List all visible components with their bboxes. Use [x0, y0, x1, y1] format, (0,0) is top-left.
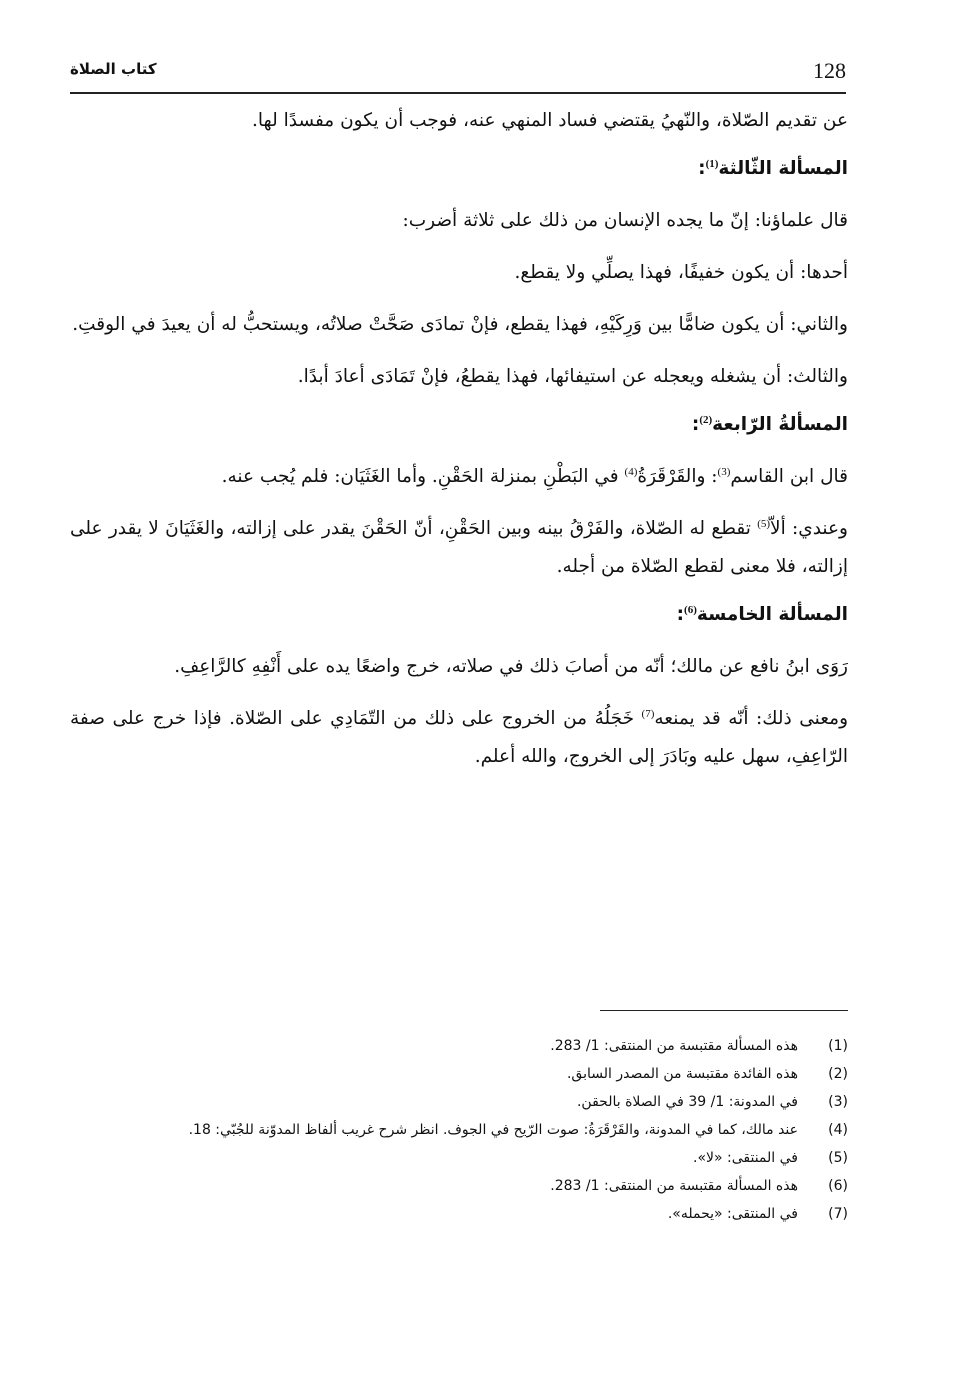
paragraph-5: والثالث: أن يشغله ويعجله عن استيفائها، فهذا يقطعُ، فإنْ تَمَادَى أعادَ أبدًا. [297, 366, 848, 387]
footnote-text: في المدونة: 1/ 39 في الصلاة بالحقن. [576, 1094, 798, 1110]
footnotes-list [70, 1032, 848, 1228]
running-header [70, 50, 846, 94]
footnote-divider [600, 1010, 848, 1011]
heading-colon: : [676, 604, 685, 625]
footnote-number: (7) [828, 1206, 848, 1222]
footnote-text: في المنتقى: «لا». [693, 1150, 798, 1166]
footnote-text: عند مالك، كما في المدونة، والقَرْقَرَةُ: صوت الرّيح في الجوف. انظر شرح غريب ألفاظ المدوّنة للجُبّي: 18. [188, 1122, 798, 1138]
footnote-text: هذه المسألة مقتبسة من المنتقى: 1/ 283. [550, 1038, 798, 1054]
text-run: ومعنى ذلك: أنّه قد يمنعه [654, 708, 848, 729]
text-run: وعندي: ألاّ [770, 518, 848, 539]
paragraph-4: والثاني: أن يكون ضامًّا بين وَرِكَيْهِ، فهذا يقطع، فإنْ تمادَى صَحَّتْ صلاتُه، ويستحبُّ له أن يعيدَ في الوقتِ. [72, 314, 848, 335]
heading-text: المسألة الثّالثة [718, 158, 848, 179]
paragraph-8: رَوَى ابنُ نافع عن مالك؛ أنّه من أصابَ ذلك في صلاته، خرج واضعًا يده على أَنْفِهِ كالرَّاعِفِ. [174, 656, 848, 677]
paragraph-2: قال علماؤنا: إنّ ما يجده الإنسان من ذلك على ثلاثة أضرب: [402, 210, 848, 231]
footnote-item [70, 1144, 848, 1172]
footnote-ref[interactable]: (1) [705, 157, 719, 170]
heading-text: المسألة الخامسة [696, 604, 848, 625]
footnote-number: (1) [828, 1038, 848, 1054]
footnote-ref[interactable]: (6) [684, 603, 697, 616]
footnote-item [70, 1032, 848, 1060]
footnote-item [70, 1172, 848, 1200]
text-run: تقطع له الصّلاة، والفَرْقُ بينه وبين الحَقْنِ، أنّ الحَقْنَ يقدر على إزالته، والغَثَيَانَ لا يقدر على إزالته، فلا معنى لقطع الصّلاة من أجله. [70, 518, 848, 577]
section-heading-4 [70, 406, 848, 444]
footnote-number: (5) [828, 1150, 848, 1166]
footnote-item [70, 1116, 848, 1144]
footnote-text: هذه المسألة مقتبسة من المنتقى: 1/ 283. [550, 1178, 798, 1194]
section-heading-3 [70, 150, 848, 188]
section-heading-5 [70, 596, 848, 634]
footnote-item [70, 1088, 848, 1116]
footnote-ref[interactable]: (4) [624, 465, 638, 478]
footnote-item [70, 1060, 848, 1088]
footnote-text: في المنتقى: «يحمله». [667, 1206, 798, 1222]
footnote-number: (2) [828, 1066, 848, 1082]
text-run: خَجَلُهُ من الخروج على ذلك من التّمَادِي على الصّلاة. فإذا خرج على صفة الرّاعِفِ، سهل عليه وبَادَرَ إلى الخروج، والله أعلم. [70, 708, 848, 767]
paragraph-6 [70, 458, 848, 496]
footnote-ref[interactable]: (5) [757, 517, 771, 530]
footnote-item [70, 1200, 848, 1228]
paragraph-7 [70, 510, 848, 586]
paragraph-3: أحدها: أن يكون خفيفًا، فهذا يصلِّي ولا يقطع. [514, 262, 848, 283]
paragraph-1: عن تقديم الصّلاة، والنّهيُ يقتضي فساد المنهي عنه، فوجب أن يكون مفسدًا لها. [252, 110, 848, 131]
footnote-text: هذه الفائدة مقتبسة من المصدر السابق. [566, 1066, 798, 1082]
footnote-number: (3) [828, 1094, 848, 1110]
heading-text: المسألةُ الرّابعة [712, 414, 848, 435]
footnote-number: (6) [828, 1178, 848, 1194]
page-number: 128 [813, 58, 846, 83]
running-title: كتاب الصلاة [70, 60, 157, 78]
heading-colon: : [698, 158, 706, 179]
footnote-ref[interactable]: (7) [641, 707, 655, 720]
heading-colon: : [691, 414, 700, 435]
text-run: قال ابن القاسم [730, 466, 848, 487]
footnote-number: (4) [828, 1122, 848, 1138]
main-text [70, 102, 848, 790]
footnote-ref[interactable]: (2) [699, 413, 713, 426]
footnote-ref[interactable]: (3) [717, 465, 731, 478]
paragraph-9 [70, 700, 848, 776]
text-run: : والقَرْقَرَةُ [637, 466, 718, 487]
text-run: في البَطْنِ بمنزلة الحَقْنِ. وأما الغَثَيَان: فلم يُجب عنه. [221, 466, 625, 487]
